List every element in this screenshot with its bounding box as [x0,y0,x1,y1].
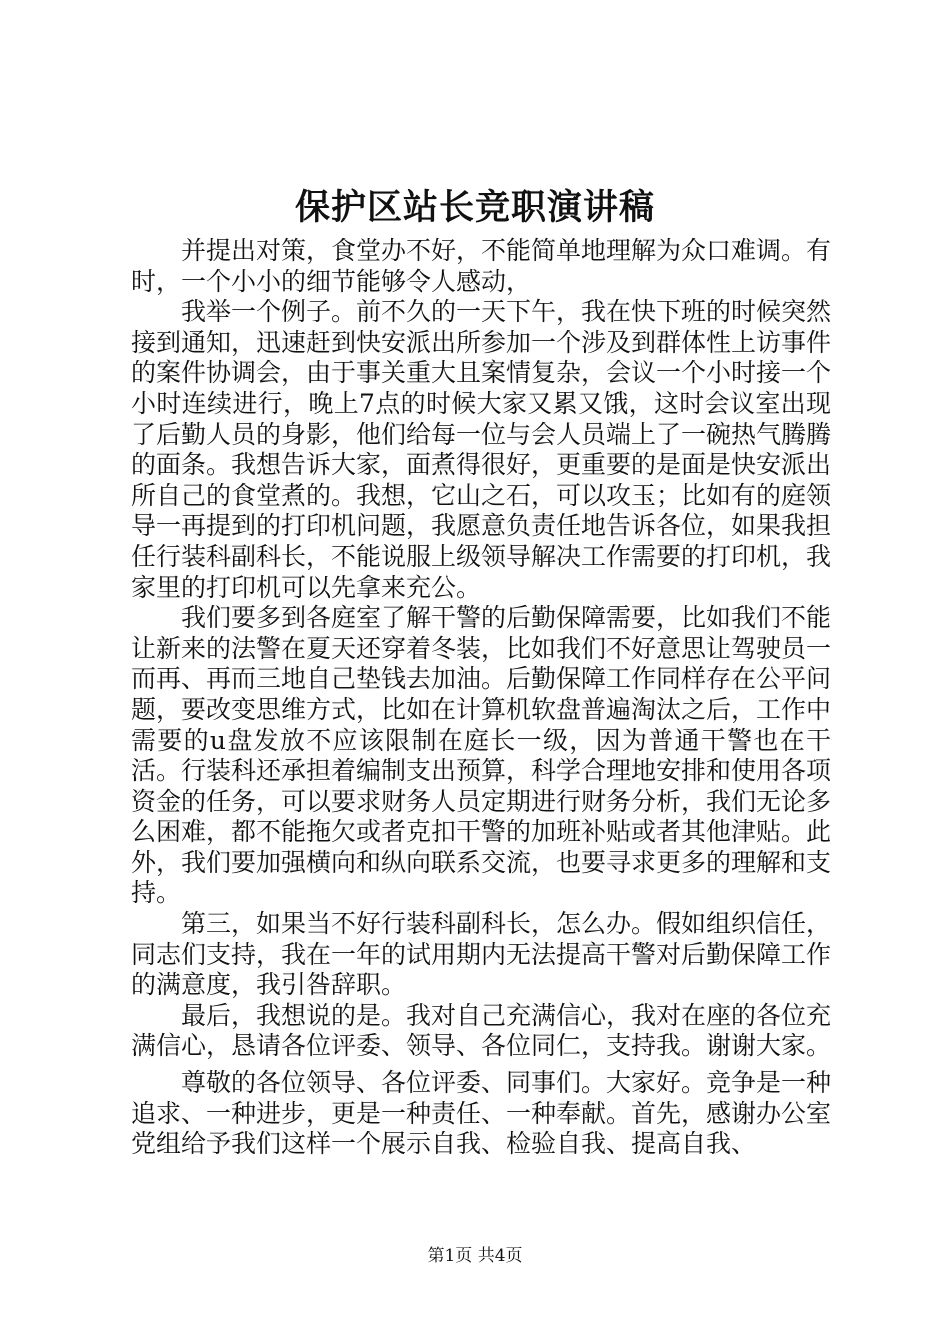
paragraph-6: 尊敬的各位领导、各位评委、同事们。大家好。竞争是一种追求、一种进步，更是一种责任、一种奉献。首先，感谢办公室党组给予我们这样一个展示自我、检验自我、提高自我、 [131,1068,832,1159]
paragraph-5: 最后，我想说的是。我对自己充满信心，我对在座的各位充满信心，恳请各位评委、领导、各位同仁，支持我。谢谢大家。 [131,1000,832,1061]
document-body [131,236,831,1160]
paragraph-1: 并提出对策，食堂办不好，不能简单地理解为众口难调。有时，一个小小的细节能够令人感动， [131,236,832,296]
page-footer: 第1页 共4页 [427,1246,523,1266]
paragraph-2: 我举一个例子。前不久的一天下午，我在快下班的时候突然接到通知，迅速赶到快安派出所参加一个涉及到群体性上访事件的案件协调会，由于事关重大且案情复杂，会议一个小时接一个小时连续进行，晚上7点的时候大家又累又饿，这时会议室出现了后勤人员的身影，他们给每一位与会人员端上了一碗热气腾腾的面条。我想告诉大家，面煮得很好，更重要的是面是快安派出所自己的食堂煮的。我想，它山之石，可以攻玉；比如有的庭领导一再提到的打印机问题，我愿意负责任地告诉各位，如果我担任行装科副科长，不能说服上级领导解决工作需要的打印机，我家里的打印机可以先拿来充公。 [131,297,832,602]
paragraph-3: 我们要多到各庭室了解干警的后勤保障需要，比如我们不能让新来的法警在夏天还穿着冬装，比如我们不好意思让驾驶员一而再、再而三地自己垫钱去加油。后勤保障工作同样存在公平问题，要改变思维方式，比如在计算机软盘普遍淘汰之后，工作中需要的u盘发放不应该限制在庭长一级，因为普通干警也在干活。行装科还承担着编制支出预算，科学合理地安排和使用各项资金的任务，可以要求财务人员定期进行财务分析，我们无论多么困难，都不能拖欠或者克扣干警的加班补贴或者其他津贴。此外，我们要加强横向和纵向联系交流，也要寻求更多的理解和支持。 [131,603,832,908]
paragraph-4: 第三，如果当不好行装科副科长，怎么办。假如组织信任，同志们支持，我在一年的试用期内无法提高干警对后勤保障工作的满意度，我引咎辞职。 [131,909,832,1000]
document-title: 保护区站长竞职演讲稿 [294,187,655,228]
